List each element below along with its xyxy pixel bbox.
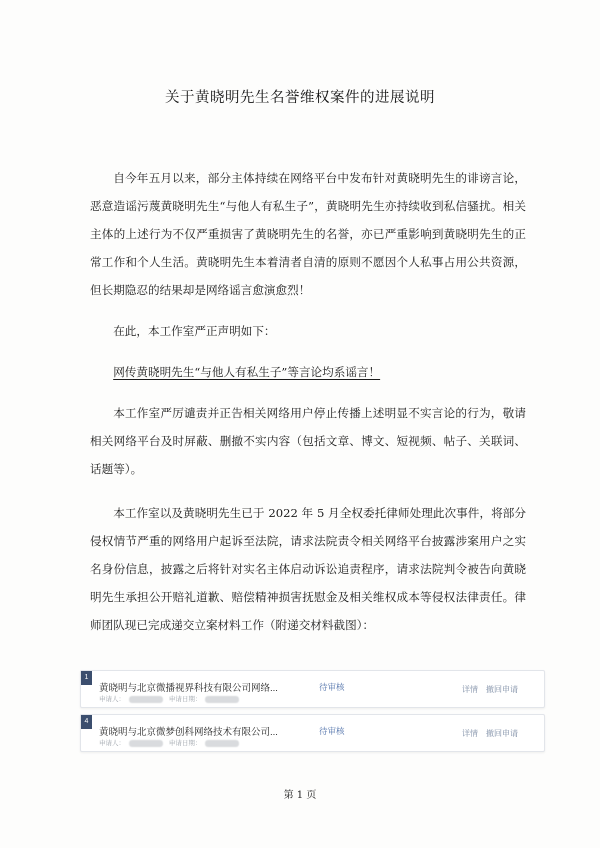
redacted-applicant: [129, 696, 163, 703]
document-title: 关于黄晓明先生名誉维权案件的进展说明: [165, 90, 435, 106]
rumor-statement-text: 网传黄晓明先生“与他人有私生子”等言论均系谣言！: [113, 365, 381, 379]
case-actions: [454, 684, 518, 695]
case-withdraw-link[interactable]: 撤回申请: [486, 729, 518, 738]
case-title: 黄晓明与北京微播视界科技有限公司网络...: [99, 683, 278, 694]
redacted-date: [205, 740, 239, 747]
paragraph-warning: 本工作室严厉谴责并正告相关网络用户停止传播上述明显不实言论的行为，敬请相关网络平台及时屏蔽、删撤不实内容（包括文章、博文、短视频、帖子、关联词、话题等）。: [90, 406, 526, 476]
date-label: 申请日期：: [168, 740, 202, 747]
case-detail-link[interactable]: 详情: [462, 729, 478, 738]
paragraph-legal-action: 本工作室以及黄晓明先生已于 2022 年 5 月全权委托律师处理此次事件，将部分侵权情节严重的网络用户起诉至法院，请求法院责令相关网络平台披露涉案用户之实名身份信息，披露之后将针对实名主体启动诉讼追责程序，请求法院判令被告向黄晓明先生承担公开赔礼道歉、赔偿精神损害抚慰金及相关维权成本等侵权法律责任。律师团队现已完成递交立案材料工作（附递交材料截图）：: [90, 506, 526, 632]
redacted-applicant: [129, 740, 163, 747]
case-meta: [99, 738, 243, 747]
redacted-date: [205, 696, 239, 703]
case-number-badge: 4: [81, 715, 92, 729]
paragraph-declaration-intro: 在此，本工作室严正声明如下：: [113, 324, 276, 338]
case-detail-link[interactable]: 详情: [462, 685, 478, 694]
case-number-badge: 1: [81, 671, 92, 685]
case-withdraw-link[interactable]: 撤回申请: [486, 685, 518, 694]
paragraph-rumor-statement: [90, 358, 526, 386]
case-meta: [99, 694, 243, 703]
page-number: 第 1 页: [283, 790, 317, 801]
case-title: 黄晓明与北京微梦创科网络技术有限公司...: [99, 727, 278, 738]
case-card: [80, 714, 545, 752]
applicant-label: 申请人：: [99, 696, 125, 703]
case-status: 待审核: [319, 726, 345, 736]
case-card: [80, 670, 545, 708]
case-status: 待审核: [319, 682, 345, 692]
date-label: 申请日期：: [168, 696, 202, 703]
case-actions: [454, 728, 518, 739]
case-submission-screenshot: [80, 670, 545, 758]
document-body: [90, 164, 526, 639]
paragraph-background: 自今年五月以来，部分主体持续在网络平台中发布针对黄晓明先生的诽谤言论，恶意造谣污蔑黄晓明先生“与他人有私生子”，黄晓明先生亦持续收到私信骚扰。相关主体的上述行为不仅严重损害了黄晓明先生的名誉，亦已严重影响到黄晓明先生的正常工作和个人生活。黄晓明先生本着清者自清的原则不愿因个人私事占用公共资源，但长期隐忍的结果却是网络谣言愈演愈烈！: [90, 171, 526, 297]
applicant-label: 申请人：: [99, 740, 125, 747]
